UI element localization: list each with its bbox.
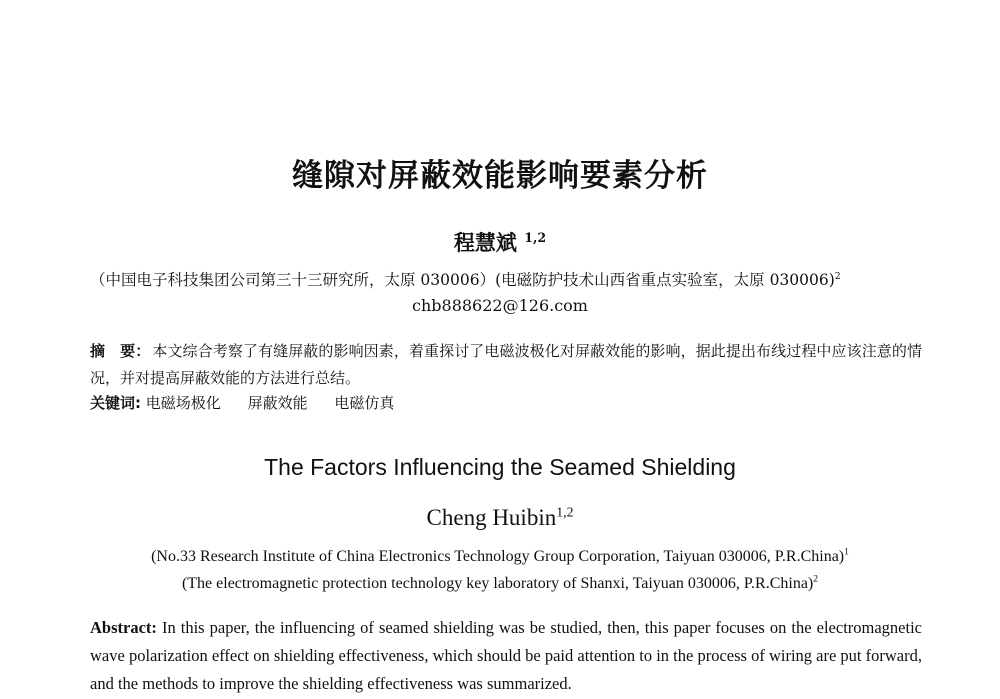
keyword: 屏蔽效能 [247,394,308,412]
chinese-abstract-text: 本文综合考察了有缝屏蔽的影响因素，着重探讨了电磁波极化对屏蔽效能的影响，据此提出布线过程中应该注意的情况，并对提高屏蔽效能的方法进行总结。 [90,342,922,387]
chinese-author [0,227,1000,257]
chinese-affiliation-superscript: 2 [834,270,841,282]
english-abstract [90,614,922,698]
chinese-keywords [90,392,416,413]
english-abstract-label: Abstract: [90,618,157,637]
chinese-author-superscript: 1,2 [524,230,547,245]
chinese-abstract-label: 摘 要： [90,342,151,360]
chinese-abstract [90,338,922,392]
english-title: The Factors Influencing the Seamed Shielding [264,454,736,480]
english-author-superscript: 1,2 [556,504,574,520]
english-abstract-text: In this paper, the influencing of seamed shielding was be studied, then, this paper focuses on the electromagnetic wave polarization effect on shielding effectiveness, which should be paid attention to in the process of wiring are put forward, and the methods to improve the shielding effectiveness was summarized. [90,618,922,693]
chinese-title: 缝隙对屏蔽效能影响要素分析 [292,158,708,194]
english-affiliation-1-superscript: 1 [844,546,849,558]
english-affiliation-2 [0,575,1000,593]
author-email: chb888622@126.com [412,296,588,315]
keywords-label: 关键词: [90,394,141,412]
english-affiliation-2-text: (The electromagnetic protection technology key laboratory of Shanxi, Taiyuan 030006, P.R.China) [181,575,814,592]
chinese-affiliation [90,268,920,290]
english-author [0,505,1000,531]
chinese-author-name: 程慧斌 [453,230,517,255]
english-affiliation-1-text: (No.33 Research Institute of China Electronics Technology Group Corporation, Taiyuan 030006, P.R.China) [151,548,845,565]
chinese-affiliation-text: （中国电子科技集团公司第三十三研究所，太原 030006）(电磁防护技术山西省重点实验室，太原 030006) [90,271,835,289]
english-affiliation-1 [0,548,1000,566]
english-author-name: Cheng Huibin [426,505,557,530]
english-affiliation-2-superscript: 2 [813,573,819,585]
keyword: 电磁场极化 [145,394,221,412]
keyword: 电磁仿真 [334,394,395,412]
